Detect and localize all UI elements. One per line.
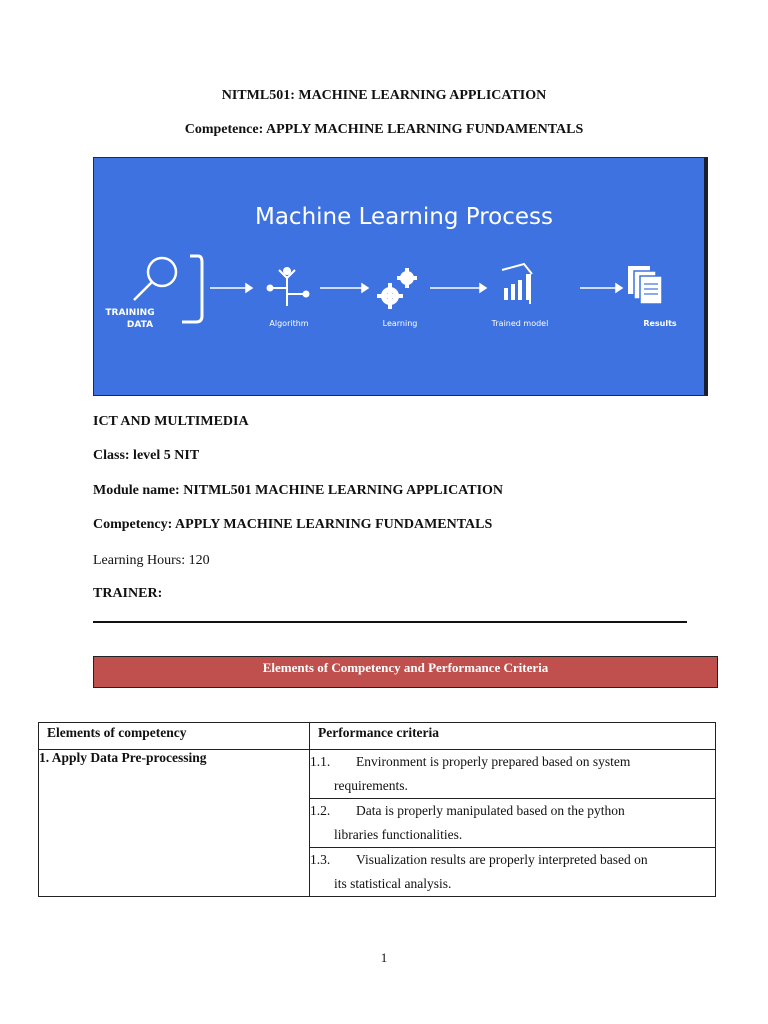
step-algorithm-label: Algorithm [269,319,309,328]
criteria-text: Data is properly manipulated based on the python [356,803,625,818]
ml-process-diagram [94,158,705,395]
criteria-cell [310,750,716,799]
class-label: Class: level 5 NIT [93,448,200,463]
department-label: ICT AND MULTIMEDIA [93,414,249,429]
criteria-text: Environment is properly prepared based on system [356,754,631,769]
bar-chart-icon [502,264,532,304]
step-results-label: Results [643,319,677,328]
table-header-row [39,723,716,750]
header-elements: Elements of competency [39,723,310,750]
step-training-label-1: TRAINING [105,308,155,318]
criteria-text-cont: its statistical analysis. [334,876,452,891]
banner-title: Machine Learning Process [254,204,554,230]
criteria-text-cont: requirements. [334,778,408,793]
criteria-cell [310,799,716,848]
step-training-label-2: DATA [126,320,154,330]
arrow-icon [210,284,252,292]
module-title: NITML501: MACHINE LEARNING APPLICATION [221,88,547,103]
criteria-number: 1.2. [310,803,331,818]
criteria-number: 1.3. [310,852,331,867]
criteria-text-cont: libraries functionalities. [334,827,463,842]
ml-process-banner [93,157,708,396]
algorithm-tree-icon [268,268,309,306]
magnifier-icon [134,258,176,300]
element-cell: 1. Apply Data Pre-processing [39,750,310,897]
documents-icon [628,266,662,304]
criteria-cell [310,848,716,897]
competence-title: Competence: APPLY MACHINE LEARNING FUNDAMENTALS [184,122,584,137]
arrow-icon [580,284,622,292]
page-number: 1 [380,950,388,965]
trainer-label: TRAINER: [93,586,163,601]
learning-hours-label: Learning Hours: 120 [93,553,210,568]
competency-table [38,722,716,897]
module-name-label: Module name: NITML501 MACHINE LEARNING APPLICATION [93,483,504,498]
criteria-text: Visualization results are properly interpreted based on [356,852,648,867]
step-trained-model-label: Trained model [491,319,549,328]
bracket-shape [182,256,202,322]
table-row [39,750,716,799]
section-title-bar: Elements of Competency and Performance Criteria [93,656,718,688]
gears-icon [377,268,417,309]
step-learning-label: Learning [382,319,418,328]
arrow-icon [430,284,486,292]
competency-label: Competency: APPLY MACHINE LEARNING FUNDAMENTALS [93,517,493,532]
header-criteria: Performance criteria [310,723,716,750]
trainer-underline [93,621,687,623]
arrow-icon [320,284,368,292]
criteria-number: 1.1. [310,754,331,769]
